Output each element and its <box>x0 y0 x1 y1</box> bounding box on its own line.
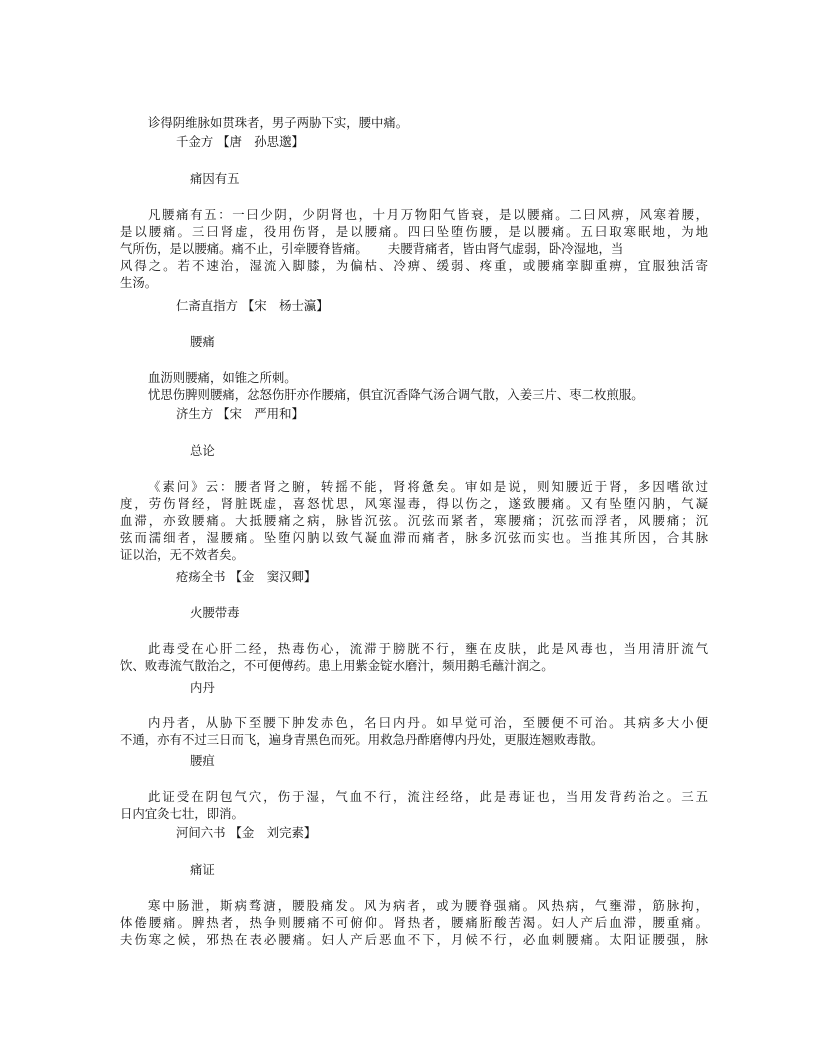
body-line: 凡腰痛有五：一曰少阴，少阴肾也，十月万物阳气皆衰，是以腰痛。二曰风痹，风寒着腰， <box>148 207 708 222</box>
body-line <box>120 240 708 257</box>
source-citation: 济生方 【宋 严用和】 <box>176 406 304 421</box>
body-line: 风得之。若不速治，湿流入脚膝，为偏枯、冷痹、缓弱、疼重，或腰痛挛脚重痹，宜服独活寄 <box>120 258 708 273</box>
source-citation: 仁斋直指方 【宋 杨士瀛】 <box>176 298 329 313</box>
body-line: 血滞，亦致腰痛。大抵腰痛之病，脉皆沉弦。沉弦而紧者，寒腰痛；沉弦而浮者，风腰痛；沉 <box>120 513 708 528</box>
source-era: 金 <box>241 569 255 584</box>
body-line: 饮、败毒流气散治之，不可便傅药。患上用紫金锭水磨汁，频用鹅毛蘸汁润之。 <box>120 658 554 673</box>
section-heading: 痛证 <box>190 862 215 877</box>
source-author: 孙思邈 <box>254 134 292 149</box>
body-line: 夫伤寒之候，邪热在表必腰痛。妇人产后恶血不下，月候不行，必血刺腰痛。太阳证腰强，脉 <box>120 932 708 947</box>
body-line: 生汤。 <box>120 275 158 290</box>
source-author: 杨士瀛 <box>279 298 317 313</box>
body-line: 《素问》云：腰者肾之腑，转摇不能，肾将惫矣。审如是说，则知腰近于肾，多因嗜欲过 <box>148 479 708 494</box>
source-book: 千金方 <box>176 134 214 149</box>
source-book: 河间六书 <box>176 825 226 840</box>
body-line: 日内宜灸七壮，即消。 <box>120 806 244 821</box>
body-line: 弦而濡细者，湿腰痛。坠堕闪肭以致气凝血滞而痛者，脉多沉弦而实也。当推其所因，合其脉 <box>120 530 708 545</box>
source-era: 宋 <box>254 298 267 313</box>
section-subheading: 腰疽 <box>190 753 215 768</box>
body-line: 是以腰痛。三曰肾虚，役用伤肾，是以腰痛。四曰坠堕伤腰，是以腰痛。五曰取寒眠地，为地 <box>120 224 708 239</box>
source-citation: 河间六书 【金 刘完素】 <box>176 825 317 840</box>
body-line: 诊得阴维脉如贯珠者，男子两胁下实，腰中痛。 <box>148 115 409 130</box>
source-author: 严用和 <box>254 406 292 421</box>
source-book: 济生方 <box>176 406 214 421</box>
source-citation: 千金方 【唐 孙思邈】 <box>176 134 304 149</box>
section-heading: 火腰带毒 <box>190 605 240 620</box>
section-heading: 总论 <box>190 443 215 458</box>
source-citation: 疮疡全书 【金 窦汉卿】 <box>176 569 317 584</box>
source-author: 窦汉卿 <box>266 569 304 584</box>
source-author: 刘完素 <box>266 825 304 840</box>
body-line: 证以治，无不效者矣。 <box>120 547 244 562</box>
body-line: 度，劳伤肾经，肾脏既虚，喜怒忧思，风寒湿毒，得以伤之，遂致腰痛。又有坠堕闪肭，气凝 <box>120 496 708 511</box>
source-book: 仁斋直指方 <box>176 298 238 313</box>
section-heading: 腰痛 <box>190 334 215 349</box>
source-era: 唐 <box>229 134 242 149</box>
body-line: 忧思伤脾则腰痛，忿怒伤肝亦作腰痛，俱宜沉香降气汤合调气散，入姜三片、枣二枚煎服。 <box>148 387 644 402</box>
body-line-part: 夫腰背痛者，皆由肾气虚弱，卧冷湿地，当 <box>387 241 624 256</box>
body-line: 内丹者，从胁下至腰下肿发赤色，名曰内丹。如早觉可治，至腰便不可治。其病多大小便 <box>148 715 708 730</box>
section-heading: 痛因有五 <box>190 171 240 186</box>
source-era: 宋 <box>229 406 242 421</box>
body-line: 体倦腰痛。脾热者，热争则腰痛不可俯仰。肾热者，腰痛胻酸苦渴。妇人产后血滞，腰重痛。 <box>120 915 708 930</box>
section-subheading: 内丹 <box>190 680 215 695</box>
body-line: 此毒受在心肝二经，热毒伤心，流滞于膀胱不行，壅在皮肤，此是风毒也，当用清肝流气 <box>148 641 708 656</box>
body-line: 此证受在阴包气穴，伤于湿，气血不行，流注经络，此是毒证也，当用发背药治之。三五 <box>148 789 708 804</box>
body-line: 寒中肠泄，斯病骛溏，腰股痛发。风为病者，或为腰脊强痛。风热病，气壅滞，筋脉拘， <box>148 898 708 913</box>
body-line: 不通，亦有不过三日而飞，遍身青黑色而死。用救急丹酢磨傅内丹处，更服连翘败毒散。 <box>120 732 604 747</box>
body-line-part: 气所伤，是以腰痛。痛不止，引牵腰脊皆痛。 <box>120 241 368 256</box>
source-era: 金 <box>241 825 255 840</box>
body-line: 血沥则腰痛，如锥之所刺。 <box>148 370 297 385</box>
source-book: 疮疡全书 <box>176 569 226 584</box>
